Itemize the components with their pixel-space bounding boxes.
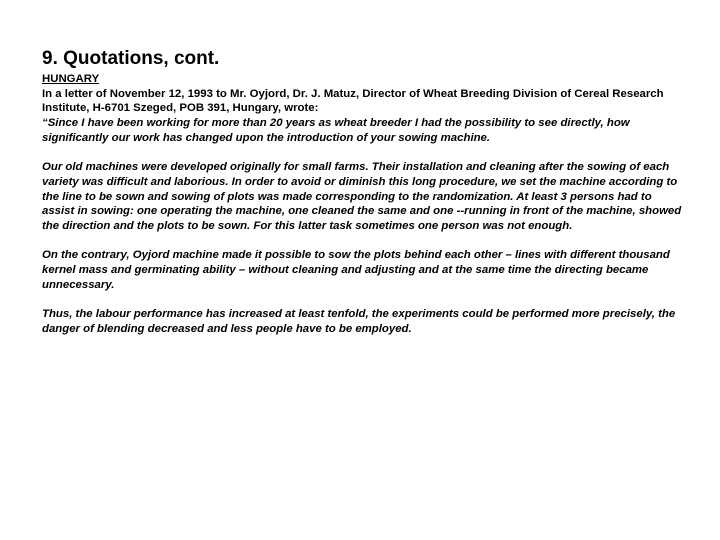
quote-paragraph: “Since I have been working for more than 20 years as wheat breeder I had the possibility to see directly, how significantly our work has changed upon the introduction of your sowing machine. (42, 117, 630, 144)
quote-paragraph: Thus, the labour performance has increased at least tenfold, the experiments could be performed more precisely, the danger of blending decreased and less people have to be employed. (42, 308, 676, 335)
quote-paragraph: On the contrary, Oyjord machine made it possible to sow the plots behind each other – lines with different thousand kernel mass and germinating ability – without cleaning and adjusting and at the same time the directing became unnecessary. (42, 249, 670, 291)
country-heading: HUNGARY (42, 73, 100, 85)
slide-body (42, 72, 684, 337)
quote-paragraph: Our old machines were developed originally for small farms. Their installation and cleaning after the sowing of each variety was difficult and laborious. In order to avoid or diminish this long procedure, we set the machine according to the line to be sown and sowing of plots was made corresponding to the randomization. At least 3 persons had to assist in sowing: one operating the machine, one cleaned the same and one --running in front of the machine, showed the direction and the plots to be sown. For this latter task sometimes one person was not enough. (42, 161, 682, 233)
slide-title: 9. Quotations, cont. (42, 48, 220, 69)
intro-paragraph: In a letter of November 12, 1993 to Mr. Oyjord, Dr. J. Matuz, Director of Wheat Breeding Division of Cereal Research Institute, H-6701 Szeged, POB 391, Hungary, wrote: (42, 87, 664, 115)
